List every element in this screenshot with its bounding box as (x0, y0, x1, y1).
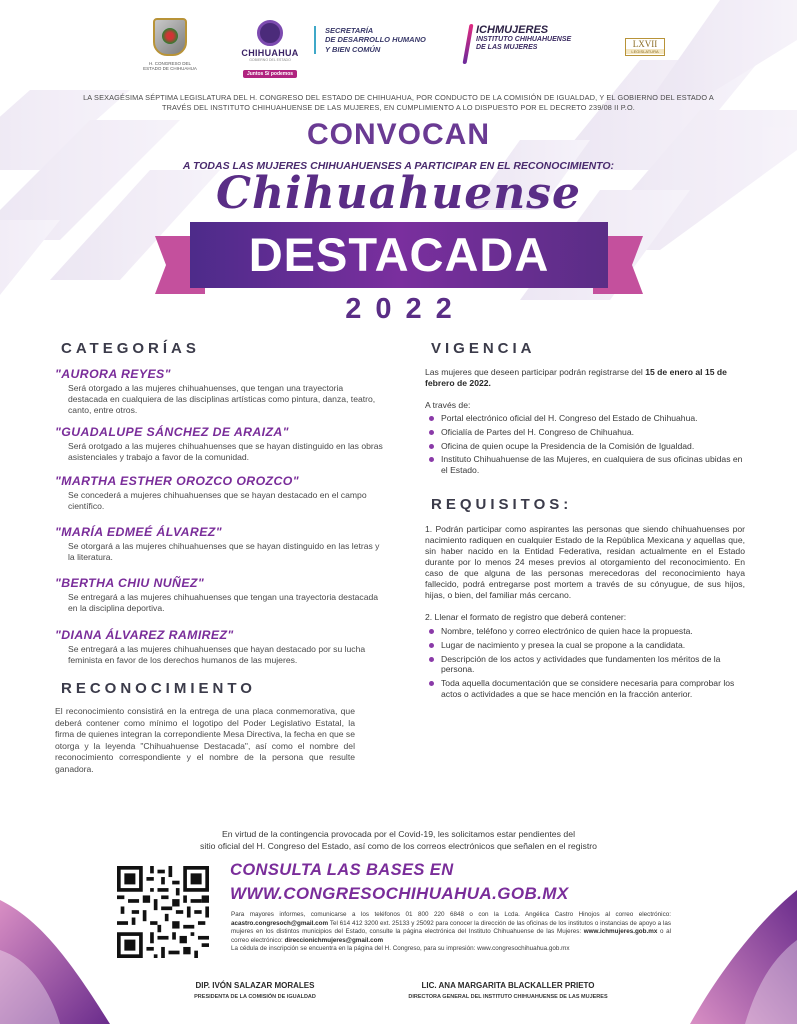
info-text-2: Tel 614 412 3200 ext. 25133 y 25092 para conocer la dirección de las oficinas de los institutos o instancias de apoyo a las mujeres en los distintos municipios del Estado, consulte la página electrónica del Instituto Chihuahuense de las Mujeres: (231, 919, 671, 936)
category-name: "DIANA ÁLVAREZ RAMIREZ" (55, 628, 234, 642)
legislatura-number: LXVII (632, 39, 658, 49)
signature-block (388, 981, 628, 1000)
category-desc: Se otorgará a las mujeres chihuahuenses que se hayan distinguido en las letras y la literatura. (68, 541, 380, 562)
sedehu-line-2: DE DESARROLLO HUMANO (325, 35, 426, 45)
ichmujeres-bar-icon (462, 24, 473, 64)
website-link[interactable]: WWW.CONGRESOCHIHUAHUA.GOB.MX (230, 884, 569, 903)
ichmujeres-title: ICHMUJERES (476, 24, 549, 36)
category-desc: Se entregará a las mujeres chihuahuenses que tengan una trayectoria destacada en la disciplina deportiva. (68, 592, 379, 613)
legislatura-label: LEGISLATURA (626, 49, 664, 54)
category-item (55, 367, 385, 416)
category-desc: Se entregará a las mujeres chihuahuenses que hayan destacado por su lucha feminista en favor de los derechos humanos de las mujeres. (68, 644, 366, 665)
covid-line-2: sitio oficial del H. Congreso del Estado, así como de los correos electrónicos que señalen en el registro (200, 841, 597, 851)
sedehu-logo (314, 26, 434, 54)
intro-text: LA SEXAGÉSIMA SÉPTIMA LEGISLATURA DEL H. CONGRESO DEL ESTADO DE CHIHUAHUA, POR CONDUCTO DE LA COMISIÓN DE IGUALDAD, Y EL GOBIERNO DEL ESTADO A TRAVÉS DEL INSTITUTO CHIHUAHUENSE DE LAS MUJERES, EN CUMPLIMIENTO A LO DISPUESTO POR EL DECRETO 239/08 II P.O. (83, 93, 714, 112)
legislatura-logo (625, 38, 665, 56)
ichmujeres-line-1: INSTITUTO CHIHUAHUENSE (476, 36, 572, 43)
category-desc: Será otorgado a las mujeres chihuahuenses, que tengan una trayectoria destacada en cualquiera de las disciplinas artísticas como pintura, danza, teatro, canto, entre otros. (68, 383, 376, 415)
category-item (55, 525, 385, 563)
category-name: "BERTHA CHIU NUÑEZ" (55, 576, 205, 590)
title-ribbon (155, 218, 643, 298)
covid-notice (120, 828, 677, 852)
category-desc: Se concederá a mujeres chihuahuenses que se hayan destacado en el campo científico. (68, 490, 367, 511)
script-title: Chihuahuense (216, 168, 581, 219)
category-name: "GUADALUPE SÁNCHEZ DE ARAIZA" (55, 425, 289, 439)
vigencia-text-pre: Las mujeres que deseen participar podrán registrarse del (425, 367, 646, 377)
categorias-title: CATEGORÍAS (61, 340, 200, 357)
consulta-heading: CONSULTA LAS BASES EN (230, 861, 454, 879)
list-item: Oficina de quien ocupe la Presidencia de la Comisión de Igualdad. (425, 441, 745, 452)
reconocimiento-title: RECONOCIMIENTO (61, 680, 256, 697)
via-label: A través de: (425, 400, 471, 410)
list-item: Portal electrónico oficial del H. Congreso del Estado de Chihuahua. (425, 413, 745, 424)
vigencia-list (425, 413, 745, 476)
qr-code-icon[interactable] (117, 866, 209, 958)
vigencia-title: VIGENCIA (431, 340, 536, 357)
chihuahua-name: CHIHUAHUA (241, 48, 299, 58)
requisito-2: 2. Llenar el formato de registro que deberá contener: (425, 611, 627, 622)
category-desc: Será orotgado a las mujeres chihuahuenses que se hayan distinguido en las obras asistenciales y trabajo a favor de la comunidad. (68, 441, 383, 462)
covid-line-1: En virtud de la contingencia provocada por el Covid-19, les solicitamos estar pendientes del (221, 829, 575, 839)
requisitos-list (425, 626, 745, 700)
email-link-1[interactable]: acastro.congresoch@gmail.com (231, 919, 329, 927)
requisito-1: 1. Podrán participar como aspirantes las personas que siendo chihuahuenses por nacimiento radiquen en cualquier Estado de la República Mexicana y aquellas que, sin haber nacido en la Entidad Federativa, residan actualmente en el Estado durante por lo menos 24 meses previos al otorgamiento del reconocimiento. En caso de que alguna de las personas merecedoras del reconocimiento haya fallecido, podrá entregarse post mortem a través de su cónyugue, de sus hijos, hijas, o bien, del familiar más cercano. (425, 523, 745, 600)
list-item: Descripción de los actos y actividades que fundamenten los méritos de la persona. (425, 654, 745, 676)
vigencia-text (425, 367, 745, 389)
list-item: Nombre, teléfono y correo electrónico de quien hace la propuesta. (425, 626, 745, 637)
right-column (425, 340, 745, 700)
category-item (55, 576, 385, 614)
contact-info (231, 911, 671, 954)
category-item (55, 425, 385, 463)
list-item: Oficialía de Partes del H. Congreso de Chihuahua. (425, 427, 745, 438)
signature-role: DIRECTORA GENERAL DEL INSTITUTO CHIHUAHUENSE DE LAS MUJERES (408, 994, 608, 1000)
vigencia-dates: 15 de enero al 15 de febrero de 2022. (425, 367, 727, 388)
info-text-1: Para mayores informes, comunicarse a los teléfonos 01 800 220 6848 o con la Lcda. Angélica Castro Hinojos al correo electrónico: (231, 911, 671, 918)
convocan-heading: CONVOCAN (306, 118, 490, 151)
left-column (55, 340, 385, 776)
signature-name: DIP. IVÓN SALAZAR MORALES (195, 981, 315, 990)
ribbon-main (190, 222, 608, 288)
signature-block (165, 981, 345, 1000)
sedehu-line-3: Y BIEN COMÚN (325, 44, 381, 54)
category-name: "MARÍA EDMEÉ ÁLVAREZ" (55, 525, 222, 539)
reconocimiento-text: El reconocimiento consistirá en la entrega de una placa conmemorativa, que deberá contener como mínimo el logotipo del Poder Legislativo Estatal, la firma de quienes integran la correpondiente Mesa Directiva, la fecha en que se otorga y la leyenda "Chihuahuense Destacada", así como el nombre del reconocimiento correspondiente y el nombre de la persona que resulte ganadora. (55, 706, 356, 774)
ribbon-title: DESTACADA (248, 228, 550, 281)
list-item: Toda aquella documentación que se considere necesaria para comprobar los actos o actividades a que se hace mención en la fracción anterior. (425, 678, 745, 700)
congreso-logo (140, 18, 200, 72)
requisitos-title: REQUISITOS: (431, 495, 573, 513)
year-heading: 2022 (345, 293, 466, 325)
subheading: A TODAS LAS MUJERES CHIHUAHUENSES A PARTICIPAR EN EL RECONOCIMIENTO: (182, 160, 615, 172)
email-link-2[interactable]: direccionichmujeres@gmail.com (284, 936, 384, 944)
category-item (55, 628, 385, 666)
category-name: "MARTHA ESTHER OROZCO OROZCO" (55, 474, 299, 488)
category-item (55, 474, 385, 512)
congreso-caption: H. CONGRESO DEL ESTADO DE CHIHUAHUA (143, 61, 197, 71)
chihuahua-badge-icon (257, 20, 283, 46)
congreso-shield-icon (153, 18, 187, 56)
ichmujeres-line-2: DE LAS MUJERES (476, 44, 538, 52)
chihuahua-logo (240, 20, 300, 80)
signature-name: LIC. ANA MARGARITA BLACKALLER PRIETO (421, 981, 595, 990)
info-text-3: o al correo electrónico: (231, 928, 672, 944)
category-name: "AURORA REYES" (55, 367, 171, 381)
ichmujeres-web-link[interactable]: www.ichmujeres.gob.mx (583, 928, 658, 936)
logo-bar (0, 18, 797, 78)
list-item: Lugar de nacimiento y presea la cual se propone a la candidata. (425, 640, 745, 651)
chihuahua-slogan: Juntos Sí podemos (243, 70, 297, 78)
chihuahua-sub: GOBIERNO DEL ESTADO (249, 58, 291, 62)
sedehu-line-1: SECRETARÍA (325, 26, 374, 35)
list-item: Instituto Chihuahuense de las Mujeres, en cualquiera de sus oficinas ubidas en el Estado. (425, 454, 745, 476)
signature-role: PRESIDENTA DE LA COMISIÓN DE IGUALDAD (194, 994, 316, 1000)
info-text-4: La cédula de inscripción se encuentra en la página del H. Congreso, para su impresión: www.congresochihuahua.gob.mx (231, 945, 570, 953)
ichmujeres-logo (466, 24, 606, 53)
